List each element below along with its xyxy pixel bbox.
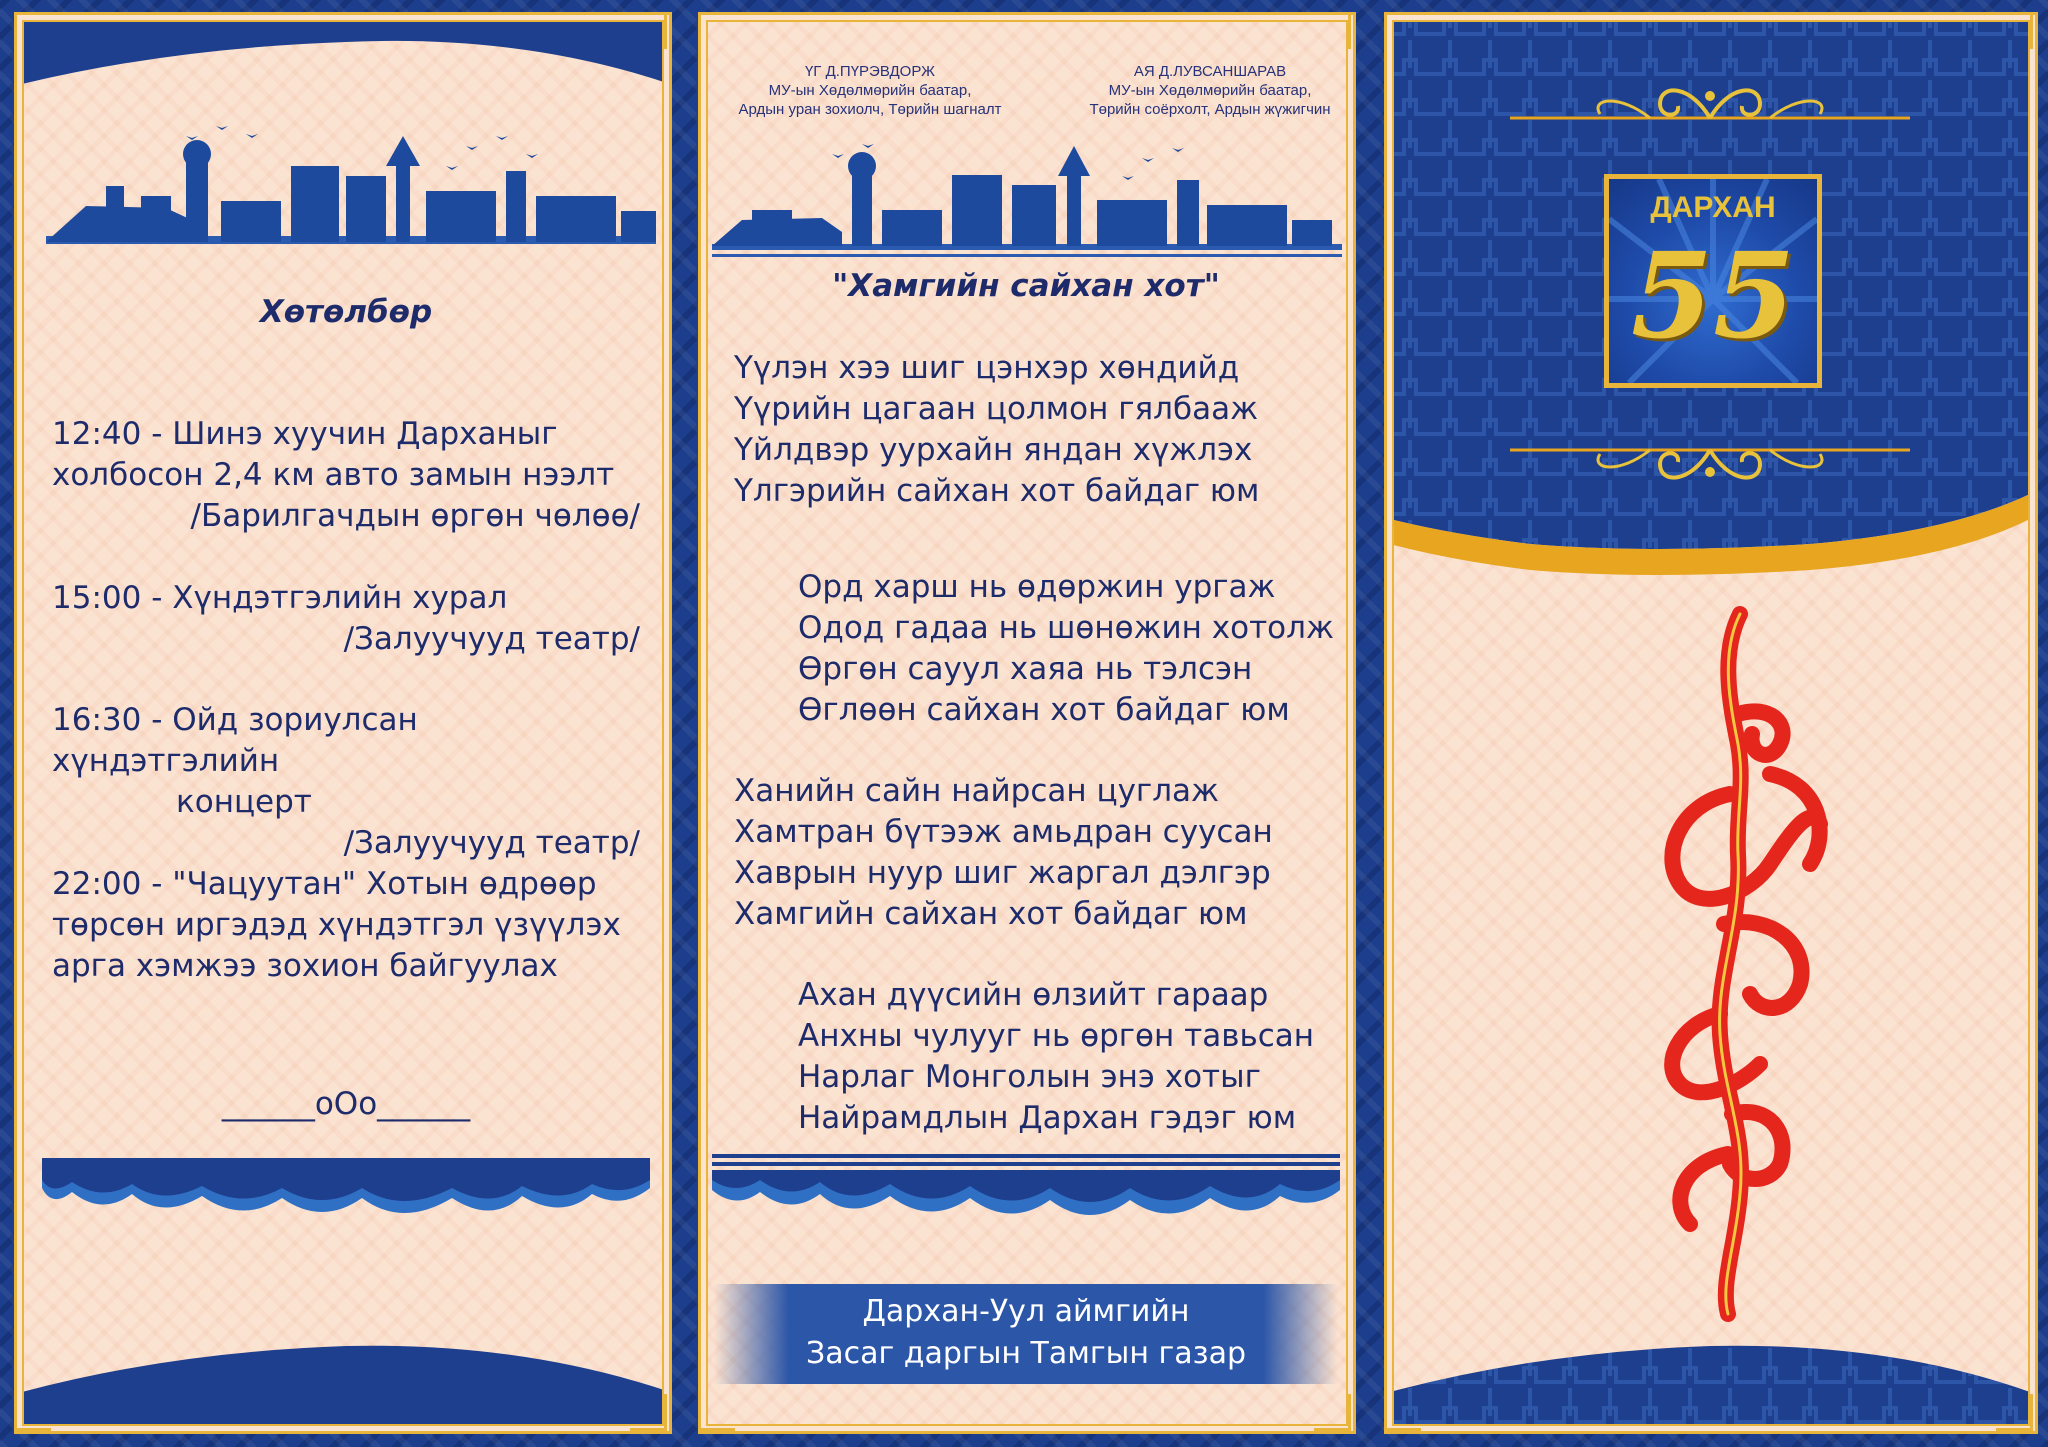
poem-line: Үйлдвэр уурхайн яндан хүжлэх — [734, 432, 1253, 468]
program-item-place: /Залуучууд театр/ — [343, 621, 640, 657]
program-item-line: концерт — [176, 784, 312, 820]
poem-line: Хамтран бүтээж амьдран суусан — [734, 814, 1273, 850]
city-skyline-icon — [46, 126, 656, 256]
program-item-line: 16:30 - Ойд зориулсан хүндэтгэлийн — [52, 702, 418, 779]
lyricist-title: Ардын уран зохиолч, Төрийн шагналт — [738, 101, 1002, 118]
cloud-wave — [700, 1154, 1352, 1244]
program-item — [52, 578, 652, 660]
poem-line: Одод гадаа нь шөнөжин хотолж — [798, 610, 1334, 646]
corner-ornament — [698, 1394, 735, 1431]
corner-ornament — [1996, 12, 2033, 49]
poem-line: Найрамдлын Дархан гэдэг юм — [798, 1100, 1297, 1136]
program-item-line: 12:40 - Шинэ хуучин Дарханыг — [52, 416, 558, 452]
right-bottom-wave — [1390, 1322, 2030, 1432]
poem-line: Ханийн сайн найрсан цуглаж — [734, 773, 1219, 809]
publisher-line: Дархан-Уул аймгийн — [862, 1294, 1190, 1329]
program-item — [52, 414, 652, 537]
corner-ornament — [14, 12, 51, 49]
corner-ornament — [698, 12, 735, 49]
poem-line: Хамгийн сайхан хот байдаг юм — [734, 896, 1248, 932]
program-item-place: /Залуучууд театр/ — [343, 825, 640, 861]
program-item-line: төрсөн иргэдэд хүндэтгэл үзүүлэх — [52, 907, 621, 943]
corner-ornament — [630, 1394, 667, 1431]
lyricist-name: ҮГ Д.ПҮРЭВДОРЖ — [804, 63, 936, 80]
composer-credit — [1060, 62, 1352, 119]
left-panel — [22, 14, 670, 1432]
poem-line: Анхны чулууг нь өргөн тавьсан — [798, 1018, 1315, 1054]
poem-stanza — [798, 567, 1334, 731]
program-item-line: арга хэмжээ зохион байгуулах — [52, 948, 558, 984]
poem-line: Хаврын нуур шиг жаргал дэлгэр — [734, 855, 1271, 891]
composer-title: Төрийн соёрхолт, Ардын жүжигчин — [1089, 101, 1331, 118]
poem-line: Үүлэн хээ шиг цэнхэр хөндийд — [734, 350, 1240, 386]
program-item — [52, 700, 652, 864]
mongolian-calligraphy-icon — [1620, 594, 1880, 1334]
right-panel — [1390, 14, 2030, 1432]
corner-ornament — [14, 1394, 51, 1431]
publisher-line: Засаг даргын Тамгын газар — [805, 1336, 1247, 1371]
composer-title: МУ-ын Хөдөлмөрийн баатар, — [1108, 82, 1312, 99]
poem-stanza — [734, 771, 1273, 935]
program-item-line: холбосон 2,4 км авто замын нээлт — [52, 457, 615, 493]
left-top-wave — [22, 14, 670, 124]
poem-line: Ахан дүүсийн өлзийт гараар — [798, 977, 1269, 1013]
poem-line: Өглөөн сайхан хот байдаг юм — [798, 692, 1290, 728]
divider-ornament: ______оОо______ — [221, 1086, 471, 1122]
corner-ornament — [1314, 12, 1351, 49]
program-item — [52, 864, 652, 987]
lyricist-title: МУ-ын Хөдөлмөрийн баатар, — [768, 82, 972, 99]
scroll-ornament-icon — [1510, 74, 1910, 134]
corner-ornament — [630, 12, 667, 49]
city-skyline-icon — [712, 140, 1342, 260]
badge-number: 55 — [1630, 226, 1796, 365]
corner-ornament — [1314, 1394, 1351, 1431]
program-item-line: 15:00 - Хүндэтгэлийн хурал — [52, 580, 508, 616]
corner-ornament — [1996, 1394, 2033, 1431]
poem-line: Үлгэрийн сайхан хот байдаг юм — [734, 473, 1260, 509]
badge-title: ДАРХАН — [1650, 191, 1776, 224]
program-item-place: /Барилгачдын өргөн чөлөө/ — [190, 498, 640, 534]
left-bottom-wave — [22, 1322, 670, 1432]
poem-stanza — [798, 975, 1314, 1139]
poem-line: Орд харш нь өдөржин ургаж — [798, 569, 1276, 605]
scroll-ornament-icon — [1510, 434, 1910, 494]
poem-line: Нарлаг Монголын энэ хотыг — [798, 1059, 1261, 1095]
middle-panel — [700, 14, 1352, 1432]
anniversary-badge — [1604, 174, 1822, 388]
composer-name: АЯ Д.ЛУВСАНШАРАВ — [1133, 63, 1287, 80]
program-heading: Хөтөлбөр — [259, 294, 433, 330]
program-item-line: 22:00 - "Чацуутан" Хотын өдрөөр — [52, 866, 597, 902]
poem-line: Үүрийн цагаан цолмон гялбааж — [734, 391, 1259, 427]
poem-stanza — [734, 348, 1259, 512]
song-title: "Хамгийн сайхан хот" — [832, 268, 1220, 304]
corner-ornament — [1384, 12, 1421, 49]
lyricist-credit — [720, 62, 1020, 119]
cloud-wave — [22, 1158, 670, 1238]
corner-ornament — [1384, 1394, 1421, 1431]
poem-line: Өргөн сауул хаяа нь тэлсэн — [798, 651, 1253, 687]
publisher-banner — [714, 1284, 1338, 1384]
